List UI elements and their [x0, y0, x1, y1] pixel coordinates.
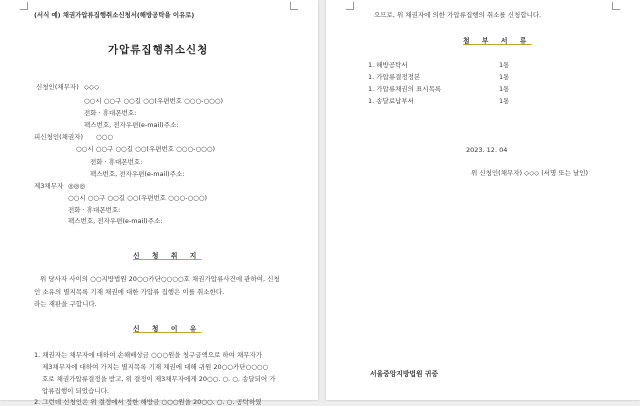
- attachments-heading: 첨 부 서 류: [463, 37, 532, 45]
- respondent-name: ○○○: [96, 133, 114, 141]
- applicant-name: ◇◇◇: [84, 83, 99, 91]
- attachment-name: 1. 송달료납부서: [368, 97, 414, 105]
- purpose-line: 라는 재판을 구합니다.: [34, 300, 97, 308]
- third-debtor-phone: 전화 · 휴대폰번호:: [68, 206, 121, 214]
- corner-mark: [612, 2, 620, 10]
- applicant-phone: 전화 · 휴대폰번호:: [84, 109, 137, 117]
- applicant-label: 신청인(채무자): [36, 83, 79, 91]
- attachment-count: 1통: [499, 61, 510, 69]
- corner-mark: [20, 2, 28, 10]
- attachment-count: 1통: [499, 73, 510, 81]
- left-document-page: [0, 0, 318, 406]
- purpose-line: 인 소유의 별지목록 기재 채권에 대한 가압류 집행은 이를 취소한다.: [34, 288, 225, 296]
- continuation-line: 으므로, 위 채권자에 의한 가압류집행의 취소를 신청합니다.: [374, 11, 542, 19]
- purpose-heading: 신 청 취 지: [133, 252, 202, 260]
- reason-line: 압류집행이 되었습니다.: [42, 387, 109, 395]
- reason-line: 제3채무자에 대하여 가지는 별지목록 기재 채권에 대해 귀원 20○○카단○○○○: [42, 363, 269, 371]
- signature-line: 위 신청인(채무자) ◇◇◇ (서명 또는 날인): [471, 169, 589, 177]
- reason-line: 1. 채권자는 채무자에 대하여 손해배상금 ○○○원을 청구금액으로 하여 채무자가: [34, 351, 263, 359]
- document-title: 가압류집행취소신청: [108, 44, 209, 56]
- applicant-address: ○○시 ○○구 ○○길 ○○(우편번호 ○○○-○○○): [84, 97, 224, 105]
- applicant-fax: 팩스번호, 전자우편(e-mail)주소:: [84, 121, 179, 129]
- filing-date: 2023. 12. 04: [466, 146, 508, 154]
- form-header: (서식 예) 채권가압류집행취소신청서(해방공탁을 이유로): [34, 11, 195, 19]
- respondent-fax: 팩스번호, 전자우편(e-mail)주소:: [90, 170, 185, 178]
- third-debtor-name: ◎◎◎: [68, 182, 86, 190]
- reason-line: 2. 그런데 신청인은 위 결정에서 정한 해방금 ○○○원을 20○○. ○. ○. 공탁하였: [34, 398, 262, 406]
- attachment-count: 1통: [499, 85, 510, 93]
- purpose-line: 위 당사자 사이의 ○○지방법원 20○○카단○○○○호 채권가압류사건에 관하여, 신청: [40, 275, 280, 283]
- attachment-name: 1. 해방공탁서: [368, 61, 408, 69]
- reason-heading: 신 청 이 유: [133, 325, 202, 333]
- attachment-name: 1. 가압류채권의 표시목록: [368, 85, 442, 93]
- attachment-count: 1통: [499, 97, 510, 105]
- right-document-page: [326, 0, 640, 400]
- corner-mark: [346, 2, 354, 10]
- corner-mark: [290, 2, 298, 10]
- attachment-name: 1. 가압류결정정본: [368, 73, 421, 81]
- respondent-address: ○○시 ○○구 ○○길 ○○(우편번호 ○○○-○○○): [76, 145, 216, 153]
- respondent-phone: 전화 · 휴대폰번호:: [90, 158, 143, 166]
- respondent-label: 피신청인(채권자): [34, 133, 84, 141]
- third-debtor-address: ○○시 ○○구 ○○길 ○○(우편번호 ○○○-○○○): [68, 194, 208, 202]
- third-debtor-label: 제3채무자: [34, 182, 64, 190]
- court-addressee: 서울중앙지방법원 귀중: [370, 370, 439, 378]
- reason-line: 호로 채권가압류결정을 받고, 위 결정이 제3채무자에게 20○○. ○. ○. 송달되어 가: [42, 375, 276, 383]
- third-debtor-fax: 팩스번호, 전자우편(e-mail)주소:: [68, 217, 163, 225]
